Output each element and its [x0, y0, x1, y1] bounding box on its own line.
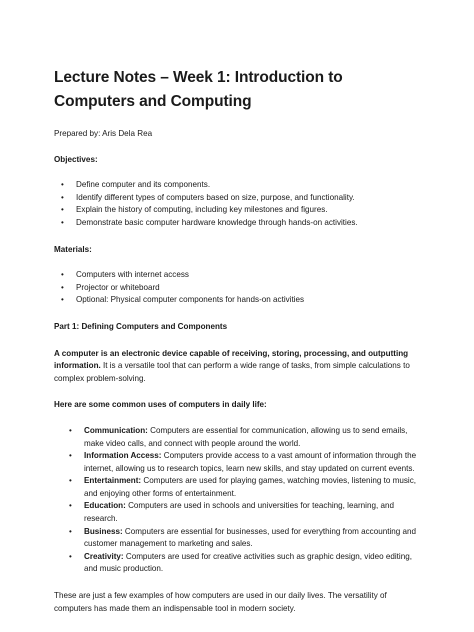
- document-title: Lecture Notes – Week 1: Introduction to Computers and Computing: [54, 69, 343, 110]
- list-item: • Projector or whiteboard: [54, 282, 424, 295]
- part1-heading: Part 1: Defining Computers and Components: [54, 321, 228, 331]
- prepared-by: Prepared by: Aris Dela Rea: [54, 129, 153, 138]
- bullet-icon: •: [69, 425, 72, 435]
- bullet-icon: •: [61, 295, 64, 305]
- bullet-icon: •: [69, 551, 72, 561]
- uses-list: [54, 425, 424, 576]
- list-item: • Demonstrate basic computer hardware knowledge through hands-on activities.: [54, 217, 424, 230]
- bullet-icon: •: [61, 270, 64, 280]
- materials-list: [54, 269, 424, 307]
- list-item: • Education: Computers are used in schools and universities for teaching, learning, and research.: [69, 501, 394, 524]
- bullet-icon: •: [61, 205, 64, 215]
- objectives-heading: Objectives:: [54, 154, 98, 164]
- list-item: • Creativity: Computers are used for creative activities such as graphic design, video editing, and music production.: [69, 551, 412, 574]
- list-item: • Explain the history of computing, including key milestones and figures.: [54, 204, 424, 217]
- bullet-icon: •: [69, 501, 72, 511]
- materials-heading: Materials:: [54, 244, 92, 254]
- bullet-icon: •: [61, 180, 64, 190]
- definition-rest: It is a versatile tool that can perform a wide range of tasks, from simple calculations to complex problem-solving.: [54, 361, 410, 383]
- list-item: • Computers with internet access: [54, 269, 424, 282]
- document-page: [54, 66, 424, 615]
- bullet-icon: •: [69, 451, 72, 461]
- bullet-icon: •: [69, 526, 72, 536]
- closing-paragraph: These are just a few examples of how computers are used in our daily lives. The versatility of computers has made them an indispensable tool in modern society.: [54, 591, 387, 613]
- list-item: • Identify different types of computers based on size, purpose, and functionality.: [54, 192, 424, 205]
- definition-paragraph: [54, 348, 424, 386]
- bullet-icon: •: [61, 192, 64, 202]
- definition-bold: A computer is an electronic device capable of receiving, storing, processing, and outputting information.: [54, 348, 409, 371]
- list-item: • Information Access: Computers provide access to a vast amount of information through the internet, allowing us to research topics, learn new skills, and stay updated on current events.: [69, 451, 417, 473]
- list-item: • Communication: Computers are essential for communication, allowing us to send emails, make video calls, and connect with people around the world.: [69, 425, 408, 448]
- list-item: • Optional: Physical computer components for hands-on activities: [54, 294, 424, 307]
- list-item: • Business: Computers are essential for businesses, used for everything from accounting and customer management to marketing and sales.: [69, 526, 417, 549]
- objectives-list: [54, 179, 424, 229]
- list-item: • Entertainment: Computers are used for playing games, watching movies, listening to music, and enjoying other forms of entertainment.: [69, 476, 416, 498]
- uses-heading: Here are some common uses of computers in daily life:: [54, 400, 267, 410]
- list-item: • Define computer and its components.: [54, 179, 424, 192]
- bullet-icon: •: [69, 476, 72, 486]
- bullet-icon: •: [61, 282, 64, 292]
- bullet-icon: •: [61, 217, 64, 227]
